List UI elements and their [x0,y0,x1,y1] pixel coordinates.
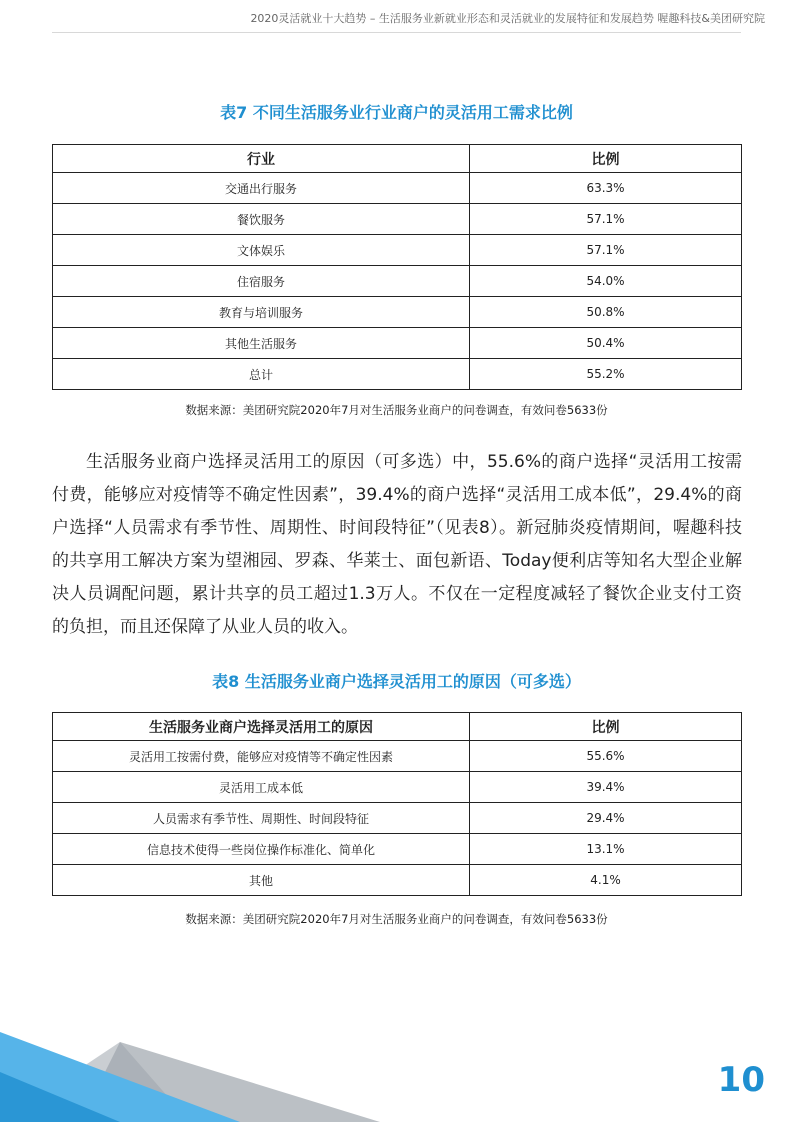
table8-header-row [53,713,742,741]
table-row [53,235,742,266]
table8-source-note: 数据来源：美团研究院2020年7月对生活服务业商户的问卷调查，有效问卷5633份 [185,912,608,926]
table7-cell-industry: 文体娱乐 [53,235,470,266]
page-number: 10 [717,1060,765,1100]
table7-cell-industry: 餐饮服务 [53,204,470,235]
table8 [52,712,742,896]
table8-cell-reason: 人员需求有季节性、周期性、时间段特征 [53,803,470,834]
body-paragraph: 生活服务业商户选择灵活用工的原因（可多选）中，55.6%的商户选择“灵活用工按需付费，能够应对疫情等不确定性因素”，39.4%的商户选择“灵活用工成本低”，29.4%的商户选择“人员需求有季节性、周期性、时间段特征”（见表8）。新冠肺炎疫情期间，喔趣科技的共享用工解决方案为望湘园、罗森、华莱士、面包新语、Today便利店等知名大型企业解决人员调配问题，累计共享的员工超过1.3万人。不仅在一定程度减轻了餐饮企业支付工资的负担，而且还保障了从业人员的收入。 [52,452,742,637]
table8-title: 表8 生活服务业商户选择灵活用工的原因（可多选） [212,672,581,691]
table8-cell-ratio: 29.4% [470,803,742,834]
table-row [53,359,742,390]
table7-cell-ratio: 63.3% [470,173,742,204]
corner-decoration [0,1012,420,1122]
table-row [53,328,742,359]
table7-title: 表7 不同生活服务业行业商户的灵活用工需求比例 [220,103,573,122]
table7-cell-ratio: 50.4% [470,328,742,359]
table7-header-ratio: 比例 [470,145,742,173]
running-header: 2020灵活就业十大趋势 – 生活服务业新就业形态和灵活就业的发展特征和发展趋势 喔趣科技&美团研究院 [250,12,765,25]
table7-cell-industry: 总计 [53,359,470,390]
table-row [53,204,742,235]
table7-cell-industry: 交通出行服务 [53,173,470,204]
table8-cell-ratio: 13.1% [470,834,742,865]
table8-cell-reason: 灵活用工按需付费，能够应对疫情等不确定性因素 [53,741,470,772]
table7-header-industry: 行业 [53,145,470,173]
table7-cell-ratio: 55.2% [470,359,742,390]
table7-cell-ratio: 54.0% [470,266,742,297]
table-row [53,834,742,865]
table8-cell-reason: 灵活用工成本低 [53,772,470,803]
table7-cell-ratio: 57.1% [470,235,742,266]
table8-cell-reason: 信息技术使得一些岗位操作标准化、简单化 [53,834,470,865]
table-row [53,772,742,803]
table8-cell-ratio: 55.6% [470,741,742,772]
table-row [53,297,742,328]
table8-cell-ratio: 39.4% [470,772,742,803]
table7-cell-industry: 教育与培训服务 [53,297,470,328]
table8-cell-reason: 其他 [53,865,470,896]
table-row [53,266,742,297]
table7-cell-industry: 其他生活服务 [53,328,470,359]
table-row [53,865,742,896]
table7-cell-industry: 住宿服务 [53,266,470,297]
table8-header-ratio: 比例 [470,713,742,741]
table8-header-reason: 生活服务业商户选择灵活用工的原因 [53,713,470,741]
table7-cell-ratio: 57.1% [470,204,742,235]
table-row [53,173,742,204]
table-row [53,741,742,772]
table7-cell-ratio: 50.8% [470,297,742,328]
table-row [53,803,742,834]
table7-header-row [53,145,742,173]
table7-source-note: 数据来源：美团研究院2020年7月对生活服务业商户的问卷调查，有效问卷5633份 [185,403,608,417]
header-divider [52,32,741,33]
table8-cell-ratio: 4.1% [470,865,742,896]
table7 [52,144,742,390]
